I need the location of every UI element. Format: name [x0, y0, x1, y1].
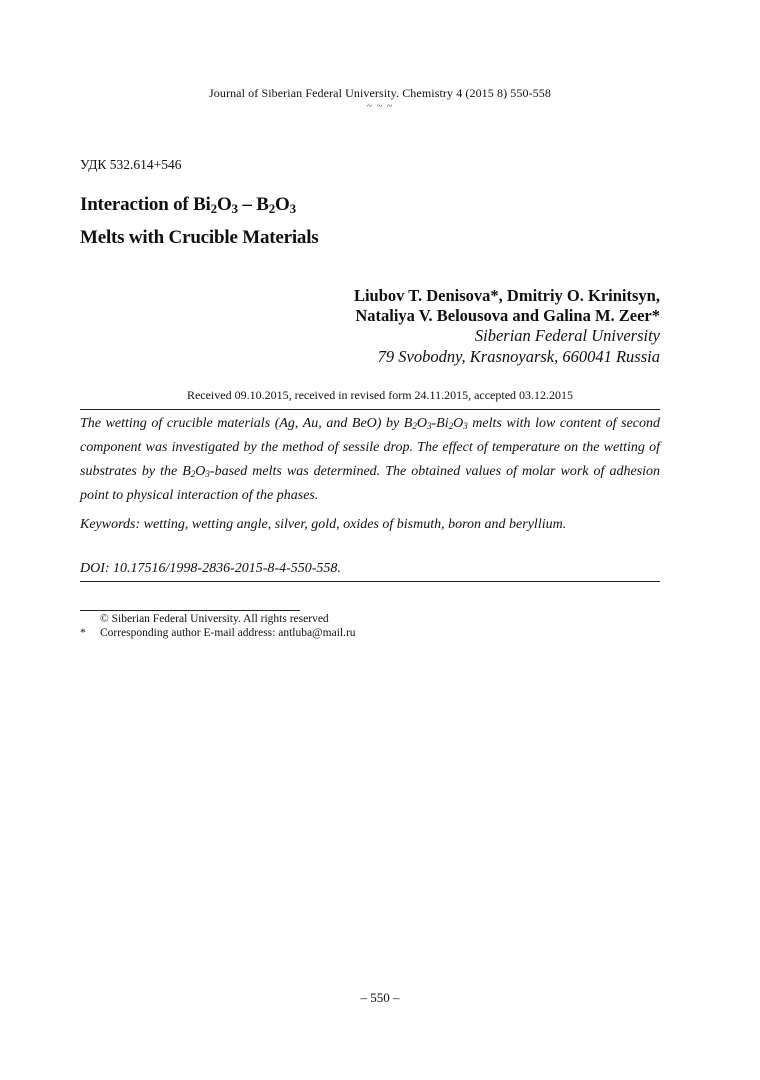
udk-code: УДК 532.614+546: [80, 157, 182, 172]
journal-header: Journal of Siberian Federal University. Chemistry 4 (2015 8) 550-558: [209, 86, 551, 100]
abstract: The wetting of crucible materials (Ag, Au, and BeO) by $B_2O_3-Bi_2O_3$ melts with low content of second component was investigated by the method of sessile drop. The effect of temperature on the wetting of substrates by the $B_2O_3$-based melts was determined. The obtained values of molar work of adhesion point to physical interaction of the phases.: [80, 416, 661, 503]
authors-line-2: Nataliya V. Belousova and Galina M. Zeer*: [355, 306, 660, 325]
paper-title-line-2: Melts with Crucible Materials: [80, 227, 319, 248]
footnote-copyright: © Siberian Federal University. All rights reserved: [100, 613, 329, 625]
affiliation: Siberian Federal University: [474, 326, 660, 345]
abstract-bottom-divider: [80, 581, 660, 582]
footnote-asterisk: *: [80, 627, 86, 639]
footnote-divider: [80, 610, 300, 611]
footnote-corresponding-author: * Corresponding author E-mail address: antluba@mail.ru: [80, 627, 356, 639]
keywords: Keywords: wetting, wetting angle, silver, gold, oxides of bismuth, boron and beryllium.: [80, 517, 567, 532]
abstract-top-divider: [80, 409, 660, 410]
affiliation-address: 79 Svobodny, Krasnoyarsk, 660041 Russia: [377, 347, 660, 366]
page-number: – 550 –: [360, 990, 400, 1005]
header-tilde-separator: ~ ~ ~: [366, 101, 394, 112]
received-dates: Received 09.10.2015, received in revised form 24.11.2015, accepted 03.12.2015: [186, 388, 574, 402]
authors-line-1: Liubov T. Denisova*, Dmitriy O. Krinitsyn,: [353, 286, 660, 305]
doi: DOI: 10.17516/1998-2836-2015-8-4-550-558.: [80, 561, 341, 576]
paper-title-line-1: Interaction of $Bi_2O_3 - B_2O_3$: [80, 194, 296, 216]
